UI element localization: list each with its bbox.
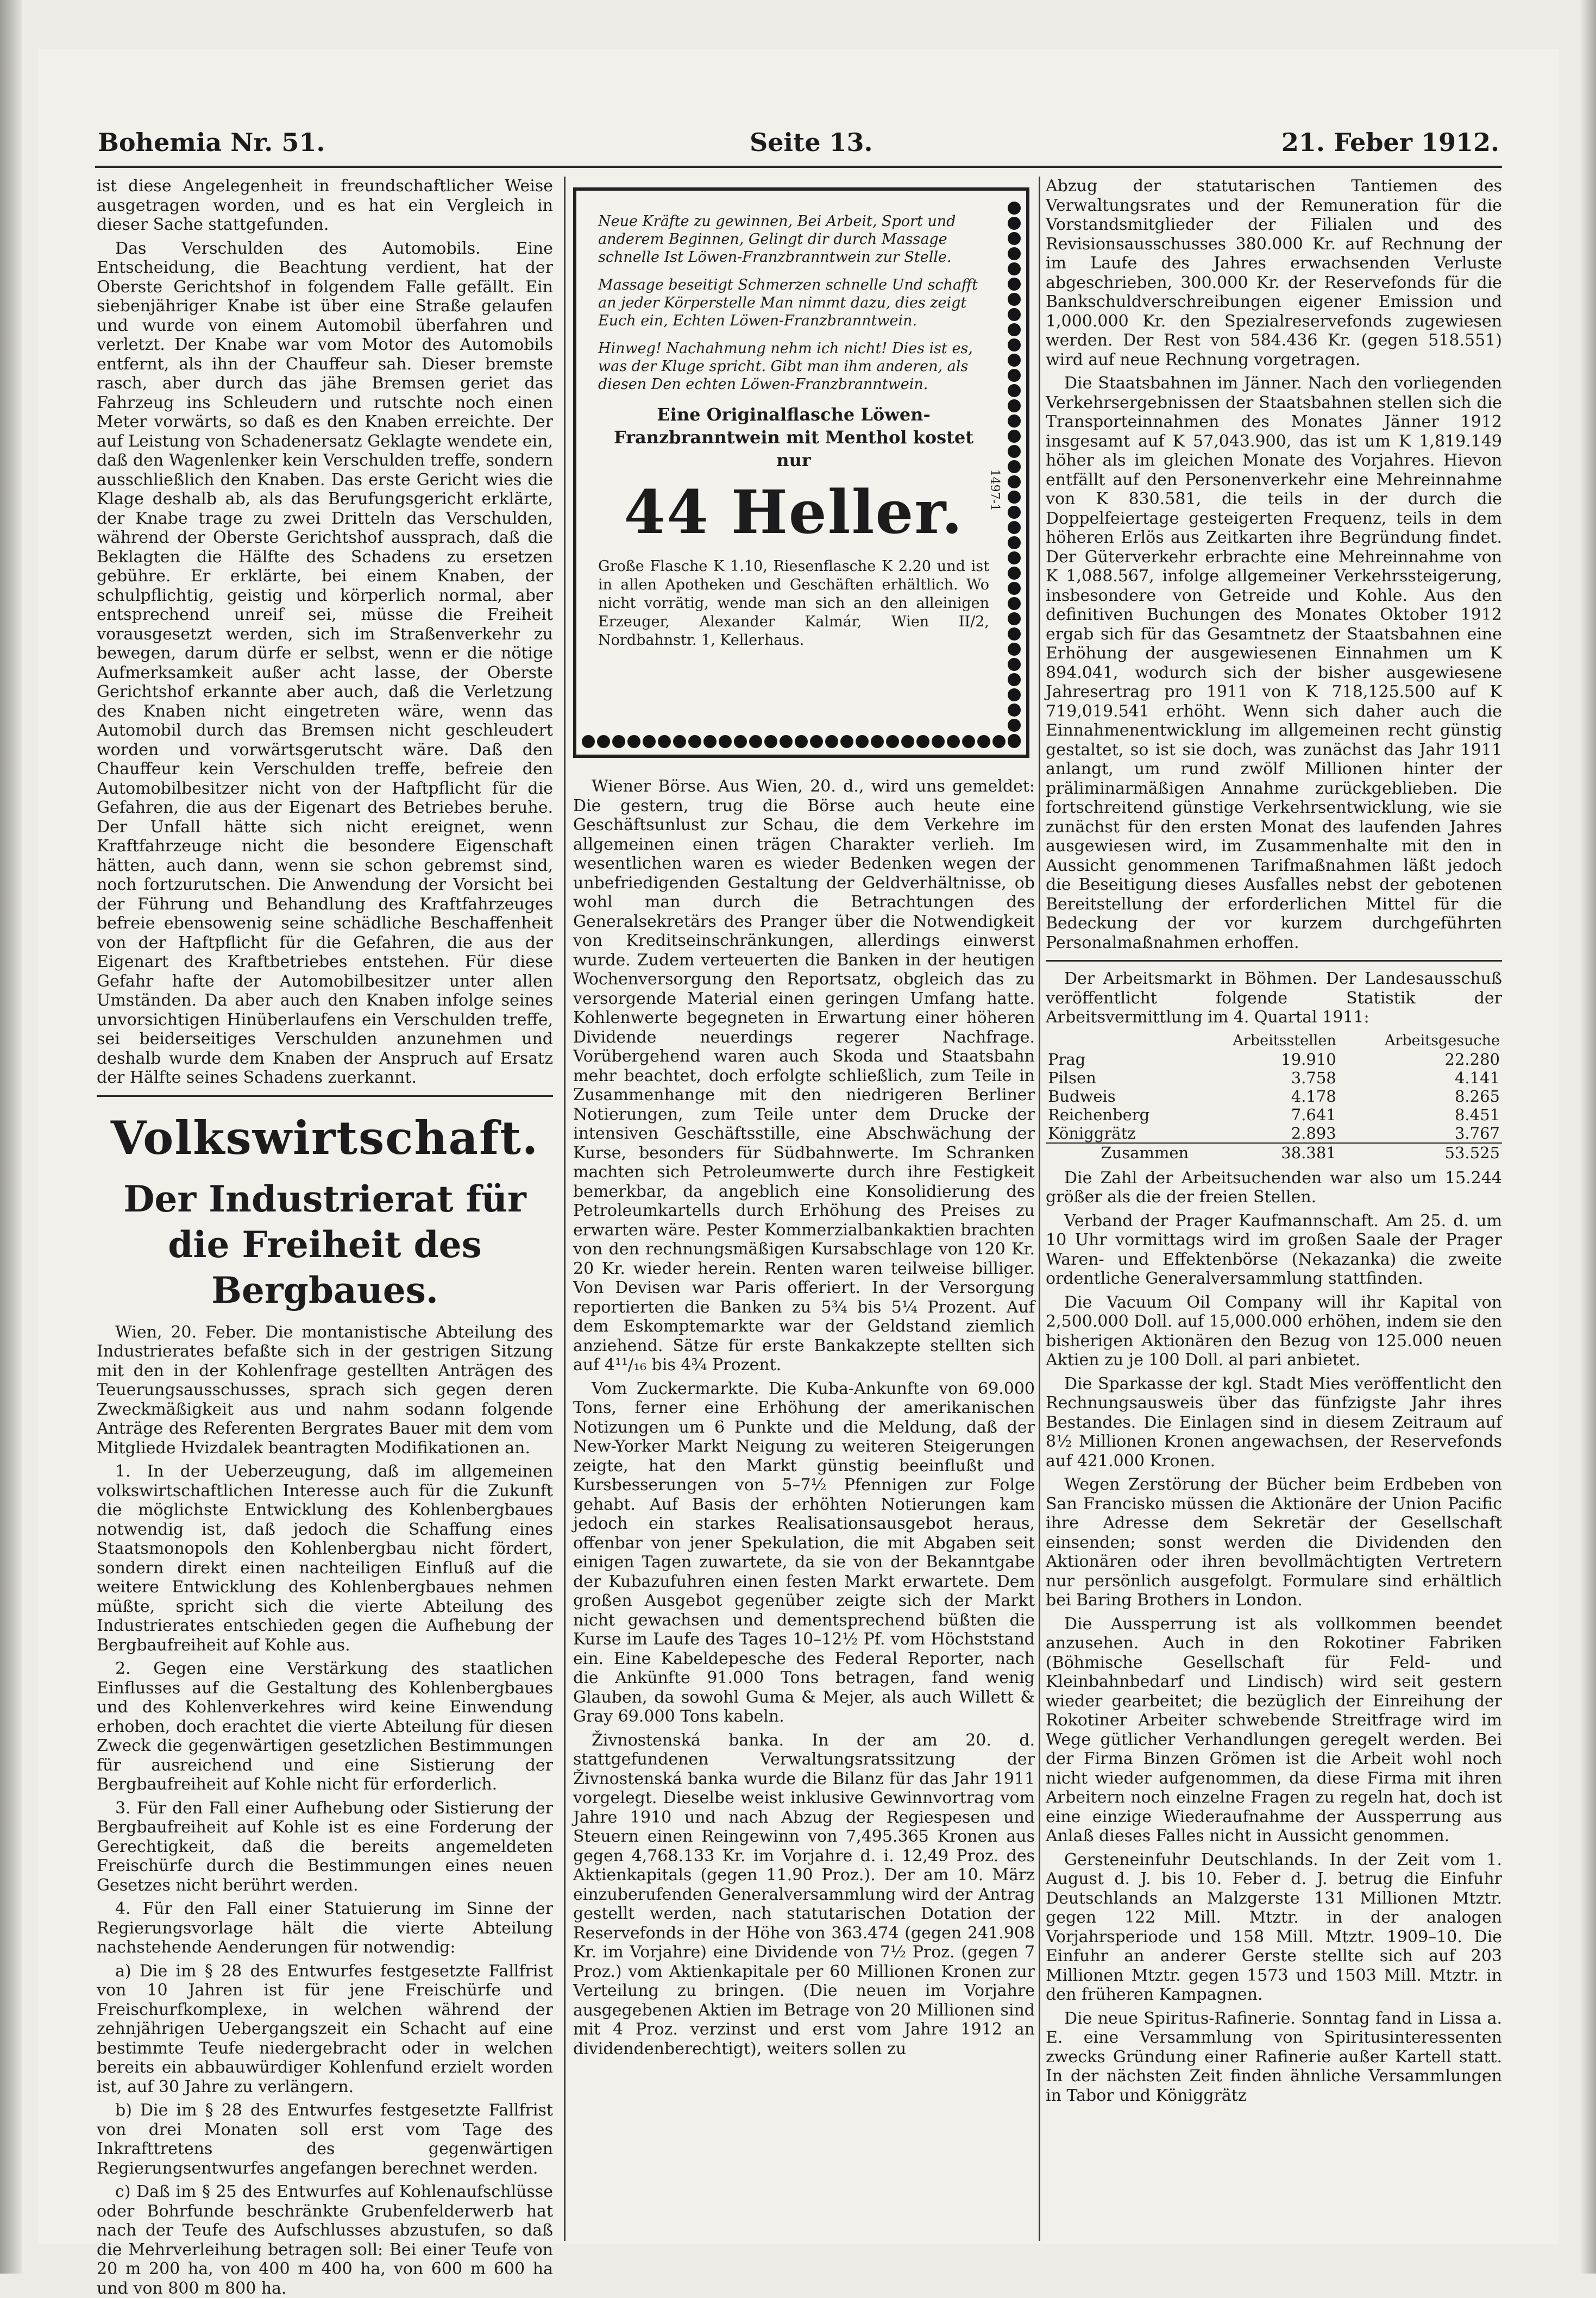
ad-details: Große Flasche K 1.10, Riesenflasche K 2.20 und ist in allen Apotheken und Geschäften erhältlich. Wo nicht vorrätig, wende man sich an den alleinigen Erzeuger, Alexander Kalmár, Wien II/2, Nordbahnstr. 1, Kellerhaus.	[598, 558, 989, 649]
article-industrierat-point-4: 4. Für den Fall einer Statuierung im Sinne der Regierungsvorlage hält die vierte Abteilung nachstehende Aenderungen für notwendig:	[97, 1899, 553, 1957]
section-title: Volkswirtschaft.	[110, 1110, 539, 1165]
ad-border-dot	[1008, 597, 1021, 610]
ad-border-dot	[1008, 460, 1021, 473]
article-industrierat-point-1: 1. In der Ueberzeugung, daß im allgemeinen volkswirtschaftlichen Interesse auch für die Zukunft die möglichste Entwicklung des Kohlenbergbaues notwendig ist, daß jedoch die Schaffung eines Staatsmonopols den Kohlenbergbau nicht fördert, sondern direkt einen nachteiligen Einfluß auf die weitere Entwicklung des Kohlenbergbaues nehmen müßte, spricht sich die vierte Abteilung des Industrierates entschieden gegen die Aufhebung der Bergbaufreiheit auf Kohle aus.	[97, 1462, 553, 1655]
ad-border-dot	[1008, 475, 1021, 488]
ad-border-dot	[612, 735, 625, 748]
article-arbeitsmarkt: Der Arbeitsmarkt in Böhmen. Der Landesausschuß veröffentlicht folgende Statistik der Arbeitsvermittlung im 4. Quartal 1911:	[1046, 969, 1502, 1027]
table-cell: 19.910	[1281, 1050, 1336, 1069]
ad-border-dot	[1008, 308, 1021, 321]
ad-content	[576, 191, 1006, 734]
article-aussperrung: Die Aussperrung ist als vollkommen beendet anzusehen. Auch in den Rokotiner Fabriken (Böhmische Gesellschaft für Feld- und Kleinbahnbedarf und Lindisch) wird seit gestern wieder gearbeitet; die bezüglich der Einreihung der Rokotiner Arbeiter schwebende Streitfrage wird im Wege gütlicher Verhandlungen geregelt werden. Bei der Firma Binzen Grömen ist die Arbeit wohl noch nicht wieder aufgenommen, da diese Firma mit ihren Arbeitern noch einzelne Fragen zu regeln hat, doch ist eine einzige Wiederaufnahme der Aussperrung aus Anlaß dieses Falles nicht in Aussicht genommen.	[1046, 1614, 1502, 1845]
ad-border-dot	[962, 735, 975, 748]
ad-border-dot	[901, 735, 914, 748]
article-industrierat-point-4c: c) Daß im § 25 des Entwurfes auf Kohlenaufschlüsse oder Bohrfunde beschränkte Grubenfelderwerb hat nach der Teufe des Aufschlusses abzustufen, so daß die Mehrverleihung betragen soll: Bei einer Teufe von 20 m 200 ha, von 400 m 400 ha, von 600 m 600 ha und von 800 m 800 ha.	[97, 2182, 553, 2298]
column-1	[97, 177, 553, 2298]
ad-border-dot	[734, 735, 747, 748]
article-gersteneinfuhr: Gersteneinfuhr Deutschlands. In der Zeit vom 1. August d. J. bis 10. Feber d. J. betrug die Einfuhr Deutschlands an Malzgerste 131 Millionen Mtztr. gegen 122 Mill. Mtztr. in der analogen Vorjahrsperiode und 158 Mill. Mtztr. 1909–10. Die Einfuhr an anderer Gerste stellte sich auf 203 Millionen Mtztr. gegen 1573 und 1503 Mill. Mtztr. in den früheren Kampagnen.	[1046, 1850, 1502, 2004]
article-zuckermarkt: Vom Zuckermarkte. Die Kuba-Ankunfte von 69.000 Tons, ferner eine Erhöhung der amerikanischen Notizungen um 6 Punkte und die Meldung, daß der New-Yorker Markt Neigung zu weiteren Steigerungen zeigte, hat den Markt günstig beeinflußt und Kursbesserungen von 5–7½ Pfennigen zur Folge gehabt. Auf Basis der erhöhten Notierungen kam jedoch ein starkes Realisationsausgebot heraus, offenbar von jener Spekulation, die mit Abgaben seit einigen Tagen zuwartete, da sie von der Bekanntgabe der Kubazufuhren einen festen Markt erwartete. Dem großen Ausgebot gegenüber zeigte sich der Markt nicht gewachsen und dementsprechend büßten die Kurse im Laufe des Tages 10–12½ Pf. vom Höchststand ein. Eine Kabeldepesche des Federal Reporter, nach die Ankünfte 91.000 Tons betragen, fand wenig Glauben, da sowohl Guma & Mejer, als auch Willett & Gray 69.000 Tons kabeln.	[573, 1379, 1035, 1726]
ad-border-dot	[795, 735, 808, 748]
ad-border-dot	[1008, 521, 1021, 534]
article-vacuum-oil: Die Vacuum Oil Company will ihr Kapital von 2,500.000 Doll. auf 15,000.000 erhöhen, indem sie den bisherigen Aktionären den Bezug von 125.000 neuen Aktien zu je 100 Doll. al pari anbietet.	[1046, 1292, 1502, 1370]
table-cell: 8.265	[1454, 1087, 1500, 1106]
ad-border-dot	[886, 735, 899, 748]
article-kaufmannschaft: Verband der Prager Kaufmannschaft. Am 25. d. um 10 Uhr vormittags wird im großen Saale der Prager Waren- und Effektenbörse (Nekazanka) die zweite ordentliche Generalversammlung stattfinden.	[1046, 1211, 1502, 1288]
article-wiener-boerse: Wiener Börse. Aus Wien, 20. d., wird uns gemeldet: Die gestern, trug die Börse auch heute eine Geschäftsunlust zur Schau, die dem Verkehre im allgemeinen einen trägen Charakter verlieh. Im wesentlichen waren es wieder Bedenken wegen der unbefriedigenden Gestaltung der Geldverhältnisse, ob wohl man durch die Betrachtungen des Generalsekretärs des Pranger über die Notwendigkeit von Kreditseinschränkungen, allerdings einwerst wurde. Zudem verteuerten die Banken in der heutigen Wochenversorgung den Reportsatz, obgleich das zu versorgende Material einen geringen Umfang hatte. Kohlenwerte begegneten in Erwartung einer höheren Dividende neuerdings regerer Nachfrage. Vorübergehend waren auch Skoda und Staatsbahn mehr beachtet, doch erfolgte schließlich, zum Teile in Zusammenhange mit den niedrigeren Berliner Notierungen, zum Teile unter dem Drucke der intensiven Geschäftsstille, eine Abschwächung der Kurse, besonders für Südbahnwerte. Im Schranken machten sich Petroleumwerte durch ihre Festigkeit bemerkbar, da angeblich eine Konsolidierung des Petroleumkartells durch Erhöhung des Preises zu erwarten wäre. Pester Kommerzialbankaktien brachten von den rechnungsmäßigen Kursabschlage von 120 Kr. 20 Kr. wieder herein. Renten waren teilweise billiger. Von Devisen war Paris offeriert. In der Versorgung reportierten die Banken zu 5¾ bis 5¼ Prozent. Auf dem Eskomptemarkte war der Geldstand ziemlich anziehend. Sätze für erste Bankakzepte stellten sich auf 4¹¹/₁₆ bis 4¾ Prozent.	[573, 777, 1035, 1374]
ad-border-dot	[932, 735, 945, 748]
ad-border-dot	[1008, 247, 1021, 260]
page-header	[98, 128, 1499, 166]
table-header: Arbeitsgesuche	[1384, 1032, 1500, 1049]
ad-border-dot	[1008, 445, 1021, 458]
ad-border-dot	[1008, 338, 1021, 351]
table-header: Arbeitsstellen	[1233, 1032, 1336, 1049]
table-row	[1046, 1124, 1502, 1143]
ad-border-dot	[1008, 232, 1021, 245]
ad-border-dot	[1008, 506, 1021, 519]
table-header	[1046, 1032, 1191, 1050]
ad-price: 44 Heller.	[624, 477, 964, 547]
ad-border-dot	[1008, 612, 1021, 625]
article-industrierat-point-2: 2. Gegen eine Verstärkung des staatlichen Einflusses auf die Gestaltung des Kohlenbergbaues und des Kohlenverkehres wird keine Einwendung erhoben, doch erachtet die vierte Abteilung für diesen Zweck die gegenwärtigen gesetzlichen Bestimmungen für ausreichend und eine Sistierung der Bergbaufreiheit auf Kohle nicht für erforderlich.	[97, 1659, 553, 1794]
ad-border-dot	[1008, 551, 1021, 564]
ad-offer: Eine Originalflasche Löwen-Franzbranntwein mit Menthol kostet nur	[613, 404, 974, 470]
article-staatsbahnen: Die Staatsbahnen im Jänner. Nach den vorliegenden Verkehrsergebnissen der Staatsbahnen stellen sich die Transporteinnahmen des Monates Jänner 1912 insgesamt auf K 57,043.900, das ist um K 1,819.149 höher als im gleichen Monate des Vorjahres. Hievon entfällt auf den Personenverkehr eine Mehreinnahme von K 830.581, die teils in der durch die Doppelfeiertage gesteigerten Frequenz, teils in dem höheren Erlös aus Zeitkarten ihre Begründung findet. Der Güterverkehr erbrachte eine Mehreinnahme von K 1,088.567, infolge allgemeiner Verkehrssteigerung, insbesondere von Getreide und Kohle. Aus den definitiven Buchungen des Monates Oktober 1912 ergab sich für das Gesamtnetz der Staatsbahnen eine Erhöhung der ausgewiesenen Einnahmen um K 894.041, wodurch sich der bisher ausgewiesene Jahresertrag pro 1911 von K 718,125.500 auf K 719,019.541 erhöht. Wenn sich daher auch die Einnahmenentwicklung im allgemeinen recht günstig gestaltet, so ist sie doch, was zunächst das Jahr 1911 anlangt, um rund zwölf Millionen hinter der präliminarmäßigen Annahme zurückgeblieben. Die fortschreitend günstige Verkehrsentwicklung, wie sie zunächst für den ersten Monat des laufenden Jahres ausgewiesen wird, im Zusammenhalte mit den in Aussicht genommenen Tarifmaßnahmen läßt jedoch die Beseitigung dieses Ausfalles nebst der gebotenen Bereitstellung der erforderlichen Mittel für die Bedeckung der vor kurzem durchgeführten Personalmaßnahmen erhoffen.	[1046, 374, 1502, 952]
table-cell: 8.451	[1454, 1105, 1500, 1124]
ad-border-dot	[1008, 658, 1021, 671]
table-header-row	[1046, 1032, 1502, 1050]
ad-border-dot	[719, 735, 732, 748]
ad-border-dot	[825, 735, 838, 748]
article-industrierat-lead: Wien, 20. Feber. Die montanistische Abteilung des Industrierates befaßte sich in der gestrigen Sitzung mit den in der Kohlenfrage gestellten Anträgen des Teuerungsausschusses, sprach sich gegen deren Zweckmäßigkeit aus und nahm sodann folgende Anträge des Referenten Bergrates Bauer mit dem vom Mitgliede Hvizdalek beantragten Modifikationen an.	[97, 1322, 553, 1458]
ad-border-dot	[1008, 430, 1021, 443]
column-2	[573, 777, 1035, 2255]
header-page-number: Seite 13.	[750, 128, 873, 157]
ad-border-dot	[1008, 582, 1021, 595]
table-row	[1046, 1106, 1502, 1124]
table-cell: 53.525	[1339, 1143, 1502, 1162]
ad-border-dot	[643, 735, 656, 748]
ad-verse-1: Neue Kräfte zu gewinnen, Bei Arbeit, Sport und anderem Beginnen, Gelingt dir durch Massage schnelle Ist Löwen-Franzbranntwein zur Stelle.	[598, 213, 956, 266]
ad-code: 1497-1	[988, 469, 1001, 511]
ad-border-dot	[597, 735, 610, 748]
table-row	[1046, 1069, 1502, 1087]
table-cell: Prag	[1048, 1050, 1086, 1069]
table-cell: Reichenberg	[1048, 1105, 1150, 1124]
ad-border-dot	[1008, 735, 1021, 748]
ad-border-dot	[977, 735, 990, 748]
ad-border-dot	[749, 735, 762, 748]
ad-border-dot	[1008, 673, 1021, 686]
ad-border-dot	[1008, 399, 1021, 412]
article-union-pacific: Wegen Zerstörung der Bücher beim Erdbeben von San Francisko müssen die Aktionäre der Union Pacific ihre Adresse dem Sekretär der Gesellschaft einsenden; sonst werden die Dividenden den Aktionären oder ihren bevollmächtigten Vertretern nur persönlich ausgefolgt. Formulare sind erhältlich bei Baring Brothers in London.	[1046, 1475, 1502, 1610]
ad-border-dot	[780, 735, 793, 748]
ad-border-dot	[1008, 491, 1021, 504]
table-cell: 3.758	[1291, 1068, 1336, 1087]
article-industrierat-point-4a: a) Die im § 28 des Entwurfes festgesetzte Fallfrist von 10 Jahren ist für jene Freischürfe und Freischurfkomplexe, in welchen während der zehnjährigen Uebergangszeit ein Schacht auf eine bestimmte Teufe niedergebracht oder in welchen bereits ein abbauwürdiger Kohlenfund erzielt worden ist, auf 30 Jahre zu verlängern.	[97, 1961, 553, 2096]
ad-border-dot	[703, 735, 717, 748]
ad-border-dot	[1008, 415, 1021, 428]
ad-verse-2: Massage beseitigt Schmerzen schnelle Und schafft an jeder Körperstelle Man nimmt dazu, dies zeigt Euch ein, Echten Löwen-Franzbranntwein.	[598, 277, 978, 329]
table-cell: 3.767	[1454, 1123, 1500, 1142]
ad-border-dot	[1008, 369, 1021, 382]
scan-right-edge	[1580, 0, 1596, 2274]
ad-border-dot	[856, 735, 869, 748]
ad-border-dot	[1008, 278, 1021, 291]
ad-dot-border-bottom	[582, 734, 1022, 750]
ad-border-dot	[627, 735, 640, 748]
ad-border-dot	[1008, 323, 1021, 336]
ad-border-dot	[1008, 567, 1021, 580]
ad-border-dot	[1008, 262, 1021, 275]
table-cell: Budweis	[1048, 1087, 1116, 1106]
table-cell: 22.280	[1444, 1050, 1500, 1069]
article-zivnostenska-banka: Živnostenská banka. In der am 20. d. stattgefundenen Verwaltungsratssitzung der Živnostenská banka wurde die Bilanz für das Jahr 1911 vorgelegt. Dieselbe weist inklusive Gewinnvortrag vom Jahre 1910 und nach Abzug der Regiespesen und Steuern einen Reingewinn von 7,495.365 Kronen aus gegen 4,768.133 Kr. im Vorjahre d. i. 12,49 Proz. des Aktienkapitals (gegen 11.90 Proz.). Der am 10. März einzuberufenden Generalversammlung wird der Antrag gestellt werden, nach statutarischen Dotation der Reservefonds in der Höhe von 363.474 (gegen 241.908 Kr. im Vorjahre) eine Dividende von 7½ Proz. (gegen 7 Proz.) vom Aktienkapitale per 60 Millionen Kronen zur Verteilung zu bringen. (Die neuen im Vorjahre ausgegebenen Aktien im Betrage von 20 Millionen sind mit 4 Proz. verzinst und erst vom Jahre 1912 an dividendenberechtigt), weiters sollen zu	[573, 1730, 1035, 2058]
scan-left-edge	[0, 0, 22, 2274]
table-cell: 38.381	[1191, 1143, 1339, 1162]
header-publication: Bohemia Nr. 51.	[98, 128, 325, 157]
table-cell: 7.641	[1291, 1105, 1336, 1124]
ad-border-dot	[1008, 643, 1021, 656]
table-sum-row	[1046, 1143, 1502, 1162]
ad-border-dot	[1008, 688, 1021, 701]
ad-border-dot	[1008, 293, 1021, 306]
ad-border-dot	[673, 735, 686, 748]
table-row	[1046, 1087, 1502, 1106]
ad-border-dot	[1008, 202, 1021, 215]
ad-border-dot	[582, 735, 595, 748]
table-cell: Zusammen	[1046, 1143, 1191, 1162]
table-cell: Pilsen	[1048, 1068, 1096, 1087]
ad-border-dot	[840, 735, 853, 748]
column-divider-1	[564, 177, 565, 2241]
header-rule	[95, 166, 1502, 168]
table-cell: 4.141	[1454, 1068, 1500, 1087]
ad-border-dot	[1008, 719, 1021, 732]
column-divider-2	[1039, 177, 1040, 2241]
ad-border-dot	[688, 735, 701, 748]
table-cell: Königgrätz	[1048, 1123, 1136, 1142]
section-divider	[97, 1095, 553, 1097]
article-industrierat-point-4b: b) Die im § 28 des Entwurfes festgesetzte Fallfrist von drei Monaten soll erst vom Tage des Inkrafttretens des gegenwärtigen Regierungsentwurfes angefangen berechnet werden.	[97, 2101, 553, 2178]
labor-market-table	[1046, 1032, 1502, 1162]
column-3	[1046, 177, 1502, 2252]
ad-verse-3: Hinweg! Nachahmung nehm ich nicht! Dies ist es, was der Kluge spricht. Gibt man ihm anderen, als diesen Den echten Löwen-Franzbranntwein.	[598, 340, 973, 393]
ad-border-dot	[1008, 217, 1021, 230]
article-industrierat-point-3: 3. Für den Fall einer Aufhebung oder Sistierung der Bergbaufreiheit auf Kohle ist es eine Forderung der Gerechtigkeit, daß die bereits angemeldeten Freischürfe durch die Bestimmungen eines neuen Gesetzes nicht berührt werden.	[97, 1798, 553, 1895]
ad-border-dot	[916, 735, 929, 748]
article-divider	[1046, 960, 1502, 962]
article-title: Der Industrierat für die Freiheit des Bergbaues.	[123, 1177, 526, 1311]
header-date: 21. Feber 1912.	[1281, 128, 1499, 157]
article-zivnostenska-cont: Abzug der statutarischen Tantiemen des Verwaltungsrates und der Remuneration für die Vorstandsmitglieder der Filialen und des Revisionsausschusses 380.000 Kr. auf Rechnung der im Laufe des Jahres erwachsenden Verluste abgeschrieben, 300.000 Kr. der Reservefonds für die Bankschuldverschreibungen eigener Emission und 1,000.000 Kr. den Spezialreservefonds zugewiesen werden. Der Rest von 584.436 Kr. (gegen 518.551) wird auf neue Rechnung vorgetragen.	[1046, 177, 1502, 369]
ad-border-dot	[810, 735, 823, 748]
ad-border-dot	[1008, 384, 1021, 397]
article-automobile: Das Verschulden des Automobils. Eine Entscheidung, die Beachtung verdient, hat der Oberste Gerichtshof in folgendem Falle gefällt. Ein siebenjähriger Knabe ist über eine Straße gelaufen und wurde von einem Automobil überfahren und verletzt. Der Knabe war vom Motor des Automobils entfernt, als ihn der Chauffeur sah. Dieser bremste rasch, aber durch das jähe Bremsen geriet das Fahrzeug ins Schleudern und rutschte noch einen Meter vorwärts, so daß es den Knaben erreichte. Der auf Leistung von Schadenersatz Geklagte wendete ein, daß den Wagenlenker kein Verschulden treffe, sondern ausschließlich den Knaben. Das erste Gericht wies die Klage deshalb ab, als das Berufungsgericht erklärte, der Knabe trage zu zwei Dritteln das Verschulden, während der Oberste Gerichtshof aussprach, daß die Beklagten die Hälfte des Schadens zu ersetzen gebühre. Er erklärte, bei einem Knaben, der schulpflichtig, geistig und körperlich normal, aber entsprechend unreif sei, müsse die Freiheit vorausgesetzt werden, sich im Straßenverkehr zu bewegen, darum dürfe er selbst, wenn er die nötige Aufmerksamkeit außer acht lasse, der Oberste Gerichtshof erkannte aber auch, daß die Verletzung des Knaben nicht eingetreten wäre, wenn das Automobil durch das Bremsen nicht geschleudert worden und vorwärtsgerutscht wäre. Daß den Chauffeur kein Verschulden treffe, befreie den Automobilbesitzer nicht von der Haftpflicht für die Gefahren, die aus der Eigenart des Betriebes beruhe. Der Unfall hätte sich nicht ereignet, wenn Kraftfahrzeuge nicht die besondere Eigenschaft hätten, auch dann, wenn sie schon gebremst sind, noch fortzurutschen. Die Anwendung der Vorsicht bei der Führung und Behandlung des Kraftfahrzeuges befreie ebensowenig seine schädliche Beschaffenheit von der Haftpflicht für die Gefahren, die aus der Eigenart des Kraftbetriebes entstehen. Für diese Gefahr hafte der Automobilbesitzer unter allen Umständen. Da aber auch den Knaben infolge seines unvorsichtigen Hinüberlaufens ein Verschulden treffe, sei beiderseitiges Verschulden anzunehmen und deshalb wurde dem Knaben der Anspruch auf Ersatz der Hälfte seines Schadens zuerkannt.	[97, 238, 553, 1087]
ad-border-dot	[764, 735, 777, 748]
col1-intro: ist diese Angelegenheit in freundschaftlicher Weise ausgetragen worden, und es hat ein Vergleich in dieser Sache stattgefunden.	[97, 177, 553, 234]
ad-dot-border-right	[1007, 202, 1022, 750]
article-sparkasse-mies: Die Sparkasse der kgl. Stadt Mies veröffentlicht den Rechnungsausweis über das fünfzigste Jahr ihres Bestandes. Die Einlagen sind in diesem Zeitraum auf 8½ Millionen Kronen angewachsen, der Reservefonds auf 421.000 Kronen.	[1046, 1374, 1502, 1471]
ad-border-dot	[1008, 627, 1021, 641]
article-arbeitsmarkt-summary: Die Zahl der Arbeitsuchenden war also um 15.244 größer als die der freien Stellen.	[1046, 1168, 1502, 1207]
ad-border-dot	[1008, 704, 1021, 717]
ad-border-dot	[1008, 536, 1021, 549]
advertisement-box	[573, 187, 1029, 758]
table-cell: 4.178	[1291, 1087, 1336, 1106]
ad-border-dot	[1008, 354, 1021, 367]
ad-border-dot	[947, 735, 960, 748]
table-cell: 2.893	[1291, 1123, 1336, 1142]
table-row	[1046, 1050, 1502, 1069]
ad-border-dot	[992, 735, 1006, 748]
ad-border-dot	[658, 735, 671, 748]
ad-border-dot	[871, 735, 884, 748]
article-spiritus-rafinerie: Die neue Spiritus-Rafinerie. Sonntag fand in Lissa a. E. eine Versammlung von Spiritusinteressenten zwecks Gründung einer Rafinerie außer Kartell statt. In der nächsten Zeit finden ähnliche Versammlungen in Tabor und Königgrätz	[1046, 2008, 1502, 2105]
